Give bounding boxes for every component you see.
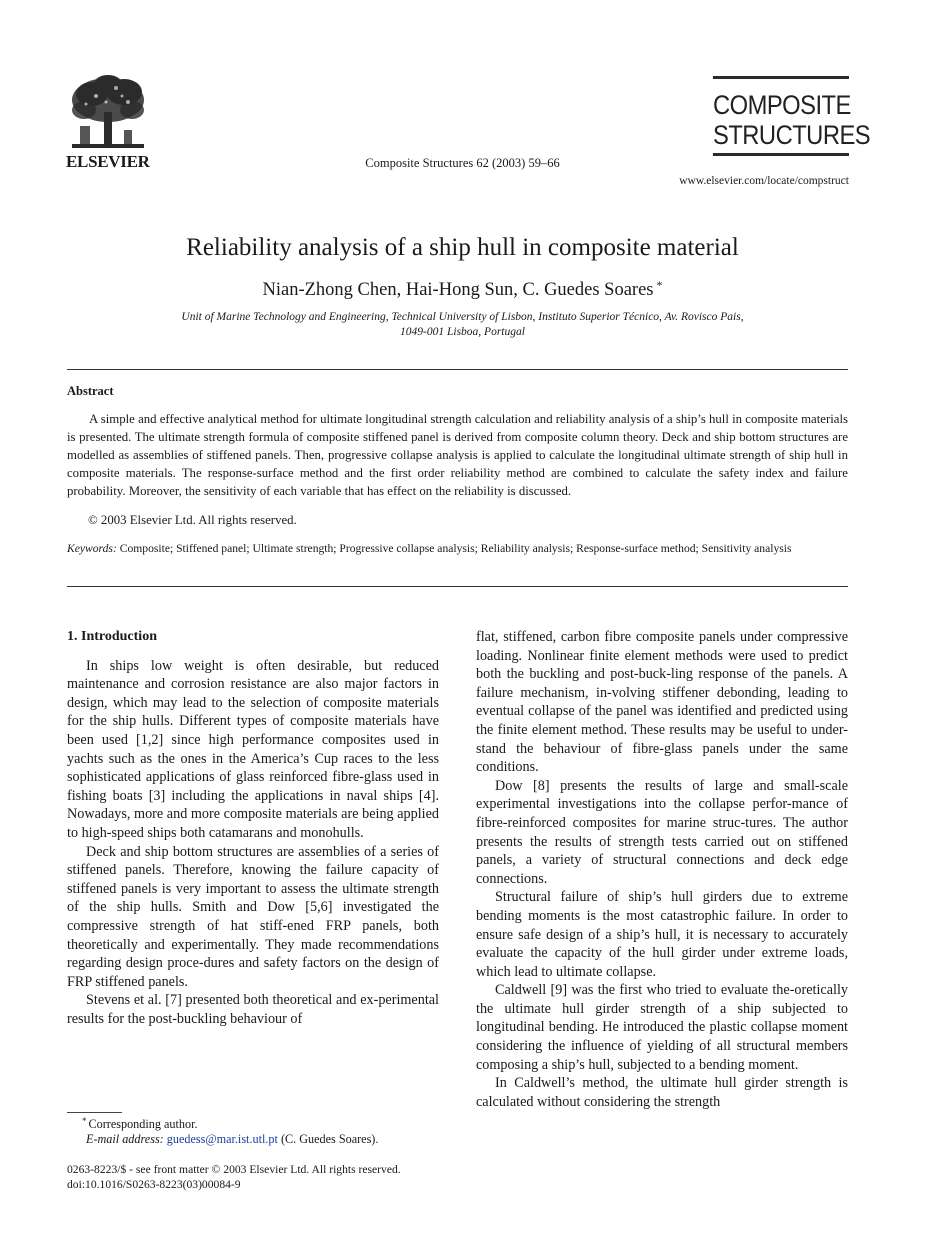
- affiliation-line-1: Unit of Marine Technology and Engineering, Technical University of Lisbon, Instituto Superior Técnico, Av. Rovisco Pais,: [181, 311, 744, 323]
- email-label: E-mail address:: [86, 1132, 164, 1146]
- paragraph: Dow [8] presents the results of large and small-scale experimental investigations into the collapse perfor-mance of fibre-reinforced composites for marine struc-tures. The author presents the results of strength tests carried out on stiffened panels, a variety of structural connections and deck edge connections.: [476, 777, 848, 887]
- paragraph: Deck and ship bottom structures are assemblies of a series of stiffened panels. Therefore, knowing the failure capacity of stiffened panels is very important to assess the ultimate strength of the ship hulls. Smith and Dow [5,6] investigated the compressive strength of hat stiff-ened FRP panels, both theoretically and experimentally. They made recommendations regarding design proce-dures and safety factors on the design of FRP stiffened panels.: [67, 843, 439, 990]
- corresponding-author-mark[interactable]: *: [656, 278, 663, 292]
- keywords-list: Composite; Stiffened panel; Ultimate strength; Progressive collapse analysis; Reliability analysis; Response-surface method; Sensitivity analysis: [119, 542, 792, 555]
- front-matter-line: 0263-8223/$ - see front matter © 2003 Elsevier Ltd. All rights reserved.: [67, 1163, 401, 1176]
- divider-bottom: [67, 586, 848, 587]
- paragraph: Structural failure of ship’s hull girders due to extreme bending moments is the most catastrophic failure. In order to ensure safe design of a ship’s hull, it is necessary to accurately evaluate the capacity of the hull girder under extreme loads, which lead to ultimate collapse.: [476, 889, 848, 980]
- journal-logo-rule-top: [713, 76, 849, 79]
- footnote-mark: *: [82, 1116, 87, 1126]
- abstract-copyright: © 2003 Elsevier Ltd. All rights reserved.: [88, 513, 297, 527]
- journal-url[interactable]: www.elsevier.com/locate/compstruct: [679, 175, 849, 187]
- footnote-rule: [67, 1112, 122, 1113]
- journal-logo-rule-bottom: [713, 153, 849, 156]
- footnote-email: [86, 1132, 378, 1147]
- affiliation-line-2: 1049-001 Lisboa, Portugal: [400, 326, 525, 338]
- doi-line[interactable]: doi:10.1016/S0263-8223(03)00084-9: [67, 1178, 241, 1191]
- keywords-label: Keywords:: [67, 542, 117, 555]
- journal-logo-line1: COMPOSITE: [713, 90, 851, 120]
- email-owner: (C. Guedes Soares).: [280, 1132, 379, 1146]
- divider-top: [67, 369, 848, 370]
- abstract-text: A simple and effective analytical method for ultimate longitudinal strength calculation and reliability analysis of a ship’s hull in composite materials is presented. The ultimate strength formula of composite stiffened panel is derived from composite column theory. Deck and ship bottom structures are modelled as assemblies of stiffened panels. Then, progressive collapse analysis is applied to calculate the longitudinal ultimate strength of ship hull in composite materials. The response-surface method and the first order reliability method are combined to calculate the safety index and failure probability. Moreover, the sensitivity of each variable that has effect on the reliability is discussed.: [67, 412, 848, 498]
- footnote-corresponding: [82, 1116, 198, 1132]
- authors-names: Nian-Zhong Chen, Hai-Hong Sun, C. Guedes Soares: [262, 280, 654, 300]
- publisher-name: ELSEVIER: [66, 152, 150, 171]
- paragraph: Caldwell [9] was the first who tried to evaluate the-oretically the ultimate hull girder strength of a ship subjected to longitudinal bending. He introduced the plastic collapse moment considering the influence of yielding of all structural members composing a ship’s hull, subjected to a bending moment.: [476, 982, 848, 1073]
- body-column-right: [476, 628, 848, 1111]
- journal-logo-line2: STRUCTURES: [713, 120, 871, 150]
- abstract-heading: Abstract: [67, 384, 114, 398]
- paragraph: Stevens et al. [7] presented both theoretical and ex-perimental results for the post-buckling behaviour of: [67, 992, 439, 1027]
- footnote-corresponding-text: Corresponding author.: [88, 1117, 198, 1131]
- article-title: Reliability analysis of a ship hull in composite material: [186, 234, 739, 261]
- keywords: [67, 541, 848, 556]
- paragraph: In Caldwell’s method, the ultimate hull girder strength is calculated without considering the strength: [476, 1075, 848, 1110]
- section-heading: 1. Introduction: [67, 629, 157, 644]
- email-link[interactable]: guedess@mar.ist.utl.pt: [166, 1132, 278, 1146]
- journal-citation: Composite Structures 62 (2003) 59–66: [365, 156, 560, 170]
- author-list: [0, 278, 925, 301]
- body-column-left: [67, 628, 439, 1028]
- paragraph-continuation: flat, stiffened, carbon fibre composite panels under compressive loading. Nonlinear finite element methods were used to predict both the buckling and post-buck-ling response of the panels. A failure mechanism, in-volving stiffener debonding, leading to eventual collapse of the panel was identified and predicted using the finite element method. These results may be useful to under-stand the behaviour of fibre-glass panels under the same conditions.: [476, 629, 848, 776]
- paragraph: In ships low weight is often desirable, but reduced maintenance and corrosion resistance are also major factors in design, which may lead to the selection of composite materials for the ship hulls. Different types of composite materials have been used [1,2] since high performance composites used in yachts such as the ones in the America’s Cup races to the less sophisticated applications of glass reinforced fibre-glass used in fishing boats [3] including the applications in naval ships [4]. Nowadays, more and more composite materials are being applied to high-speed ships both catamarans and monohulls.: [67, 657, 439, 841]
